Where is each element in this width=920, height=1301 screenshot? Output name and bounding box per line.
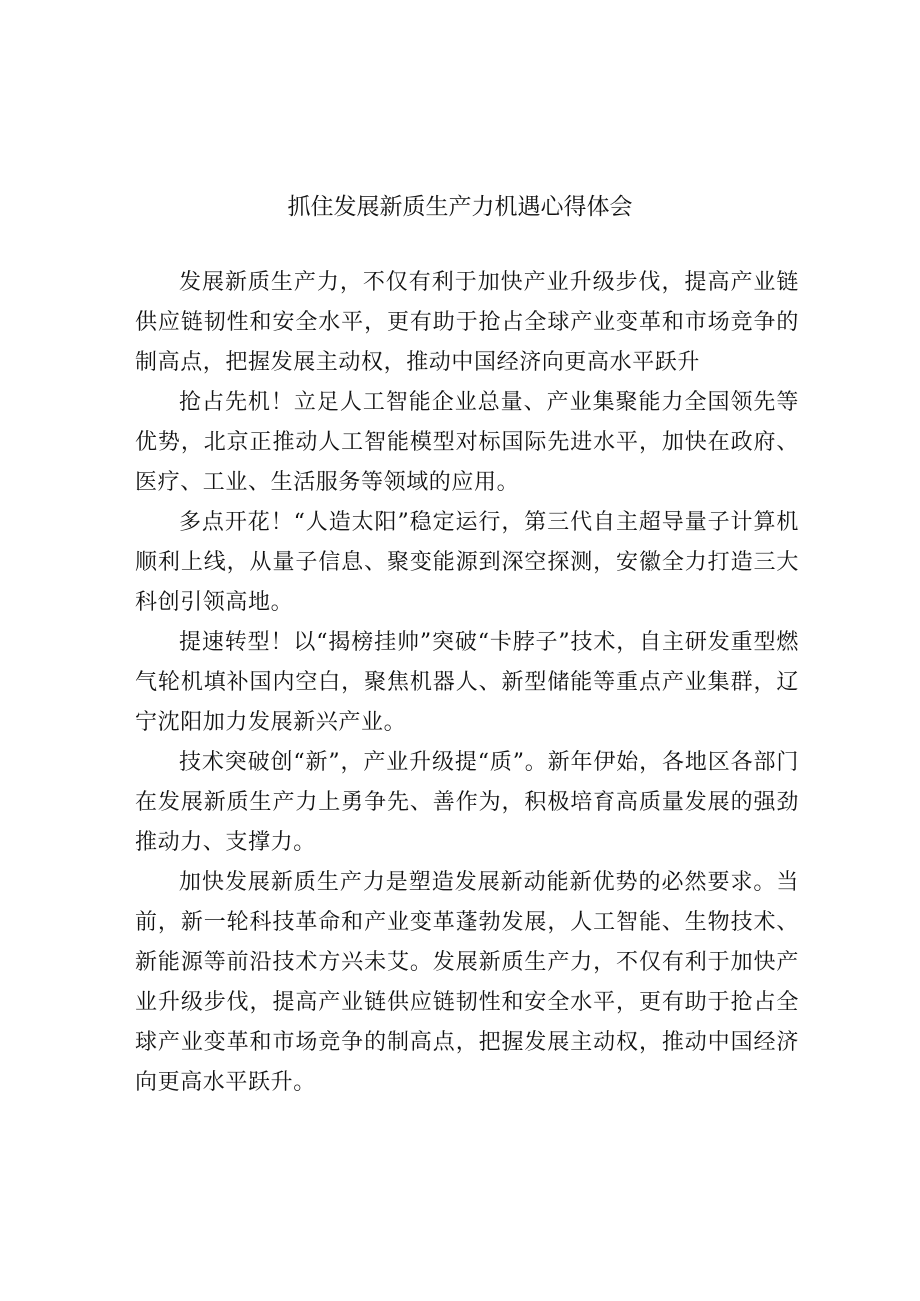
paragraph-2: 抢占先机！立足人工智能企业总量、产业集聚能力全国领先等优势，北京正推动人工智能模型对标国际先进水平，加快在政府、医疗、工业、生活服务等领域的应用。: [135, 390, 799, 495]
paragraph-4: 提速转型！以“揭榜挂帅”突破“卡脖子”技术，自主研发重型燃气轮机填补国内空白，聚焦机器人、新型储能等重点产业集群，辽宁沈阳加力发展新兴产业。: [135, 630, 799, 735]
paragraph-6: 加快发展新质生产力是塑造发展新动能新优势的必然要求。当前，新一轮科技革命和产业变革蓬勃发展，人工智能、生物技术、新能源等前沿技术方兴未艾。发展新质生产力，不仅有利于加快产业升级步伐，提高产业链供应链韧性和安全水平，更有助于抢占全球产业变革和市场竞争的制高点，把握发展主动权，推动中国经济向更高水平跃升。: [135, 870, 799, 1095]
document-title: 抓住发展新质生产力机遇心得体会: [287, 194, 633, 221]
document-body: [135, 263, 799, 1103]
paragraph-3: 多点开花！“人造太阳”稳定运行，第三代自主超导量子计算机顺利上线，从量子信息、聚变能源到深空探测，安徽全力打造三大科创引领高地。: [135, 510, 799, 615]
paragraph-5: 技术突破创“新”，产业升级提“质”。新年伊始，各地区各部门在发展新质生产力上勇争先、善作为，积极培育高质量发展的强劲推动力、支撑力。: [135, 750, 799, 855]
paragraph-1: 发展新质生产力，不仅有利于加快产业升级步伐，提高产业链供应链韧性和安全水平，更有助于抢占全球产业变革和市场竞争的制高点，把握发展主动权，推动中国经济向更高水平跃升: [135, 270, 799, 375]
